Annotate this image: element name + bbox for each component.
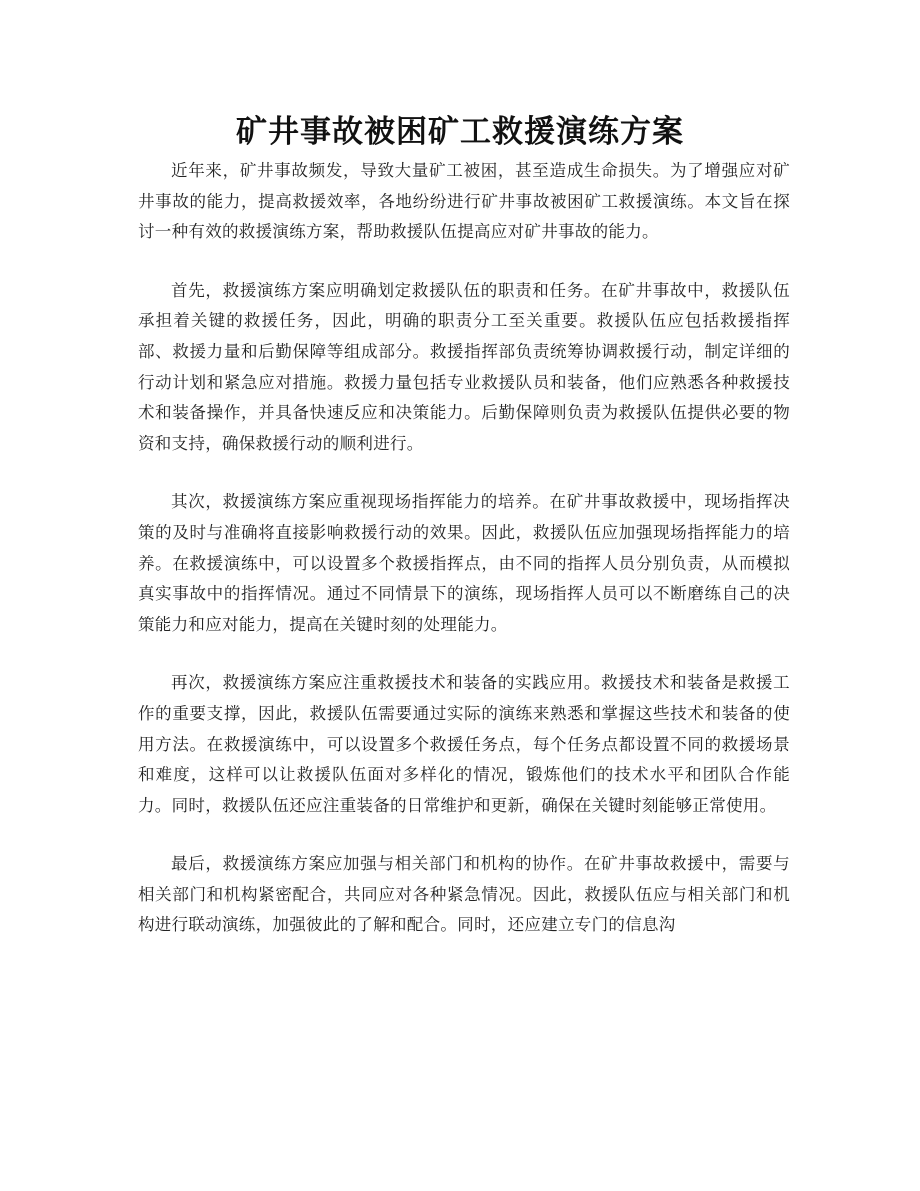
paragraph-first: 首先，救援演练方案应明确划定救援队伍的职责和任务。在矿井事故中，救援队伍承担着关键的救援任务，因此，明确的职责分工至关重要。救援队伍应包括救援指挥部、救援力量和后勤保障等组成部分。救援指挥部负责统筹协调救援行动，制定详细的行动计划和紧急应对措施。救援力量包括专业救援队员和装备，他们应熟悉各种救援技术和装备操作，并具备快速反应和决策能力。后勤保障则负责为救援队伍提供必要的物资和支持，确保救援行动的顺利进行。: [138, 280, 790, 453]
paragraph-final: 最后，救援演练方案应加强与相关部门和机构的协作。在矿井事故救援中，需要与相关部门和机构紧密配合，共同应对各种紧急情况。因此，救援队伍应与相关部门和机构进行联动演练，加强彼此的了解和配合。同时，还应建立专门的信息沟: [138, 854, 790, 935]
paragraph-intro: 近年来，矿井事故频发，导致大量矿工被困，甚至造成生命损失。为了增强应对矿井事故的能力，提高救援效率，各地纷纷进行矿井事故被困矿工救援演练。本文旨在探讨一种有效的救援演练方案，帮助救援队伍提高应对矿井事故的能力。: [138, 161, 790, 242]
paragraph-third: 再次，救援演练方案应注重救援技术和装备的实践应用。救援技术和装备是救援工作的重要支撑，因此，救援队伍需要通过实际的演练来熟悉和掌握这些技术和装备的使用方法。在救援演练中，可以设置多个救援任务点，每个任务点都设置不同的救援场景和难度，这样可以让救援队伍面对多样化的情况，锻炼他们的技术水平和团队合作能力。同时，救援队伍还应注重装备的日常维护和更新，确保在关键时刻能够正常使用。: [138, 673, 790, 815]
document-title: 矿井事故被困矿工救援演练方案: [236, 114, 684, 150]
document-body: [138, 156, 790, 969]
paragraph-second: 其次，救援演练方案应重视现场指挥能力的培养。在矿井事故救援中，现场指挥决策的及时与准确将直接影响救援行动的效果。因此，救援队伍应加强现场指挥能力的培养。在救援演练中，可以设置多个救援指挥点，由不同的指挥人员分别负责，从而模拟真实事故中的指挥情况。通过不同情景下的演练，现场指挥人员可以不断磨练自己的决策能力和应对能力，提高在关键时刻的处理能力。: [138, 492, 790, 634]
